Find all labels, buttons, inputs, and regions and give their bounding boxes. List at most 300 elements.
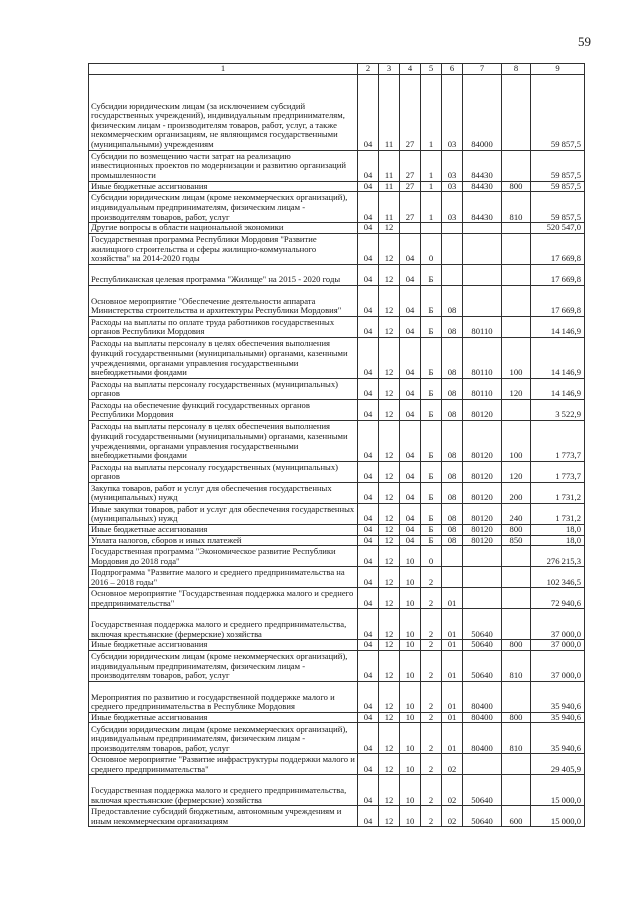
cell-expense-type: 200	[502, 482, 531, 503]
cell-measure: 08	[442, 420, 463, 461]
cell-section: 04	[358, 378, 379, 399]
cell-amount: 59 857,5	[531, 181, 585, 192]
table-row	[89, 567, 585, 588]
cell-amount: 72 940,6	[531, 588, 585, 609]
cell-subsection: 12	[379, 223, 400, 234]
cell-section: 04	[358, 192, 379, 223]
cell-program: 10	[400, 775, 421, 806]
table-row	[89, 640, 585, 651]
cell-subsection: 12	[379, 754, 400, 775]
row-description: Субсидии юридическим лицам (кроме некоммерческих организаций), индивидуальным предпринимателям, физическим лицам - производителям товаров, работ, услуг	[89, 723, 358, 754]
cell-section: 04	[358, 223, 379, 234]
cell-subprogram: 2	[421, 650, 442, 681]
cell-amount: 18,0	[531, 535, 585, 546]
cell-section: 04	[358, 567, 379, 588]
cell-measure: 02	[442, 775, 463, 806]
cell-amount: 59 857,5	[531, 192, 585, 223]
cell-amount: 14 146,9	[531, 378, 585, 399]
table-row	[89, 233, 585, 264]
row-description: Иные бюджетные ассигнования	[89, 181, 358, 192]
cell-amount: 37 000,0	[531, 650, 585, 681]
cell-program: 27	[400, 181, 421, 192]
row-description: Уплата налогов, сборов и иных платежей	[89, 535, 358, 546]
cell-expense-type: 850	[502, 535, 531, 546]
cell-expense-type: 810	[502, 192, 531, 223]
cell-amount: 1 773,7	[531, 461, 585, 482]
cell-expense-type: 120	[502, 378, 531, 399]
row-description: Государственная поддержка малого и среднего предпринимательства, включая крестьянские (фермерские) хозяйства	[89, 775, 358, 806]
cell-subsection: 12	[379, 461, 400, 482]
cell-section: 04	[358, 150, 379, 181]
cell-direction	[463, 233, 502, 264]
row-description: Субсидии юридическим лицам (кроме некоммерческих организаций), индивидуальным предпринимателям, физическим лицам - производителям товаров, работ, услуг	[89, 192, 358, 223]
cell-subprogram: 0	[421, 546, 442, 567]
table-row	[89, 420, 585, 461]
cell-direction: 80110	[463, 316, 502, 337]
row-description: Республиканская целевая программа "Жилище" на 2015 - 2020 годы	[89, 264, 358, 285]
cell-direction: 80120	[463, 482, 502, 503]
cell-subprogram: 1	[421, 74, 442, 150]
table-row	[89, 609, 585, 640]
cell-subprogram: Б	[421, 420, 442, 461]
cell-measure: 03	[442, 74, 463, 150]
row-description: Иные бюджетные ассигнования	[89, 524, 358, 535]
cell-program: 10	[400, 609, 421, 640]
cell-program: 04	[400, 378, 421, 399]
cell-expense-type	[502, 567, 531, 588]
table-row	[89, 806, 585, 827]
cell-amount: 35 940,6	[531, 723, 585, 754]
cell-program: 10	[400, 806, 421, 827]
row-description: Расходы на выплаты персоналу государственных (муниципальных) органов	[89, 378, 358, 399]
cell-subsection: 12	[379, 609, 400, 640]
cell-amount: 15 000,0	[531, 775, 585, 806]
cell-direction	[463, 754, 502, 775]
cell-measure: 01	[442, 723, 463, 754]
cell-program: 27	[400, 74, 421, 150]
cell-section: 04	[358, 588, 379, 609]
cell-direction	[463, 223, 502, 234]
cell-measure: 08	[442, 503, 463, 524]
cell-measure: 01	[442, 681, 463, 712]
cell-program: 10	[400, 754, 421, 775]
table-row	[89, 503, 585, 524]
cell-section: 04	[358, 609, 379, 640]
cell-expense-type	[502, 264, 531, 285]
cell-subprogram: 2	[421, 723, 442, 754]
cell-subprogram	[421, 223, 442, 234]
table-row	[89, 264, 585, 285]
row-description: Расходы на выплаты персоналу государственных (муниципальных) органов	[89, 461, 358, 482]
cell-amount: 1 731,2	[531, 482, 585, 503]
cell-amount: 35 940,6	[531, 712, 585, 723]
cell-program: 04	[400, 535, 421, 546]
cell-expense-type	[502, 316, 531, 337]
cell-measure: 08	[442, 482, 463, 503]
column-number: 2	[358, 64, 379, 75]
table-row	[89, 378, 585, 399]
cell-subsection: 12	[379, 524, 400, 535]
column-number: 9	[531, 64, 585, 75]
cell-program: 10	[400, 546, 421, 567]
cell-program: 04	[400, 399, 421, 420]
cell-program: 04	[400, 503, 421, 524]
cell-section: 04	[358, 754, 379, 775]
cell-subsection: 12	[379, 640, 400, 651]
cell-amount: 37 000,0	[531, 609, 585, 640]
cell-subsection: 12	[379, 806, 400, 827]
column-number: 1	[89, 64, 358, 75]
cell-program: 27	[400, 150, 421, 181]
cell-subprogram: Б	[421, 524, 442, 535]
cell-section: 04	[358, 399, 379, 420]
row-description: Иные закупки товаров, работ и услуг для обеспечения государственных (муниципальных) нужд	[89, 503, 358, 524]
cell-expense-type: 240	[502, 503, 531, 524]
cell-direction: 80120	[463, 524, 502, 535]
cell-measure: 08	[442, 285, 463, 316]
row-description: Расходы на выплаты персоналу в целях обеспечения выполнения функций государственными (муниципальными) органами, казенными учреждениями, органами управления государственными внебюджетными фондами	[89, 420, 358, 461]
row-description: Другие вопросы в области национальной экономики	[89, 223, 358, 234]
row-description: Расходы на выплаты персоналу в целях обеспечения выполнения функций государственными (муниципальными) органами, казенными учреждениями, органами управления государственными внебюджетными фондами	[89, 337, 358, 378]
cell-amount: 102 346,5	[531, 567, 585, 588]
cell-program: 04	[400, 420, 421, 461]
cell-subsection: 11	[379, 74, 400, 150]
cell-subprogram: 2	[421, 806, 442, 827]
cell-expense-type	[502, 681, 531, 712]
column-number: 8	[502, 64, 531, 75]
cell-subprogram: Б	[421, 399, 442, 420]
cell-subprogram: Б	[421, 264, 442, 285]
table-row	[89, 524, 585, 535]
cell-amount: 17 669,8	[531, 285, 585, 316]
cell-subprogram: 1	[421, 192, 442, 223]
table-row	[89, 546, 585, 567]
cell-subprogram: 2	[421, 588, 442, 609]
cell-expense-type	[502, 233, 531, 264]
cell-expense-type: 800	[502, 640, 531, 651]
cell-subsection: 12	[379, 264, 400, 285]
row-description: Расходы на выплаты по оплате труда работников государственных органов Республики Мордовия	[89, 316, 358, 337]
cell-subsection: 12	[379, 420, 400, 461]
cell-amount: 17 669,8	[531, 264, 585, 285]
row-description: Расходы на обеспечение функций государственных органов Республики Мордовия	[89, 399, 358, 420]
cell-direction: 80120	[463, 503, 502, 524]
column-number: 5	[421, 64, 442, 75]
row-description: Предоставление субсидий бюджетным, автономным учреждениям и иным некоммерческим организациям	[89, 806, 358, 827]
cell-amount: 15 000,0	[531, 806, 585, 827]
cell-expense-type	[502, 588, 531, 609]
cell-section: 04	[358, 524, 379, 535]
cell-subsection: 12	[379, 233, 400, 264]
table-row	[89, 399, 585, 420]
cell-amount: 17 669,8	[531, 233, 585, 264]
row-description: Закупка товаров, работ и услуг для обеспечения государственных (муниципальных) нужд	[89, 482, 358, 503]
cell-subprogram: 2	[421, 775, 442, 806]
cell-direction: 84000	[463, 74, 502, 150]
cell-expense-type	[502, 285, 531, 316]
cell-subprogram: 2	[421, 754, 442, 775]
cell-subsection: 12	[379, 712, 400, 723]
row-description: Иные бюджетные ассигнования	[89, 640, 358, 651]
cell-program: 10	[400, 712, 421, 723]
cell-subsection: 12	[379, 316, 400, 337]
cell-subprogram: 2	[421, 712, 442, 723]
cell-subsection: 12	[379, 567, 400, 588]
table-row	[89, 535, 585, 546]
cell-section: 04	[358, 285, 379, 316]
cell-program: 10	[400, 567, 421, 588]
cell-section: 04	[358, 640, 379, 651]
row-description: Мероприятия по развитию и государственной поддержке малого и среднего предпринимательства в Республике Мордовия	[89, 681, 358, 712]
cell-subprogram: Б	[421, 535, 442, 546]
cell-measure: 01	[442, 609, 463, 640]
cell-measure: 08	[442, 461, 463, 482]
cell-direction: 50640	[463, 640, 502, 651]
cell-direction: 80400	[463, 681, 502, 712]
cell-measure	[442, 567, 463, 588]
cell-program	[400, 223, 421, 234]
cell-program: 04	[400, 461, 421, 482]
cell-expense-type: 100	[502, 420, 531, 461]
cell-section: 04	[358, 482, 379, 503]
cell-subprogram: Б	[421, 337, 442, 378]
cell-section: 04	[358, 233, 379, 264]
cell-subsection: 12	[379, 378, 400, 399]
cell-subsection: 12	[379, 681, 400, 712]
cell-expense-type: 100	[502, 337, 531, 378]
cell-expense-type	[502, 775, 531, 806]
cell-measure	[442, 264, 463, 285]
cell-subsection: 12	[379, 535, 400, 546]
table-row	[89, 181, 585, 192]
cell-direction: 84430	[463, 192, 502, 223]
cell-measure: 02	[442, 754, 463, 775]
cell-subsection: 12	[379, 650, 400, 681]
cell-amount: 14 146,9	[531, 316, 585, 337]
cell-program: 04	[400, 316, 421, 337]
cell-expense-type: 800	[502, 181, 531, 192]
cell-measure: 03	[442, 192, 463, 223]
table-row	[89, 712, 585, 723]
table-row	[89, 650, 585, 681]
cell-expense-type	[502, 609, 531, 640]
column-number-row	[89, 64, 585, 75]
cell-expense-type	[502, 223, 531, 234]
cell-subprogram: 2	[421, 681, 442, 712]
cell-direction	[463, 567, 502, 588]
row-description: Основное мероприятие "Обеспечение деятельности аппарата Министерства строительства и архитектуры Республики Мордовия"	[89, 285, 358, 316]
cell-measure	[442, 233, 463, 264]
cell-measure	[442, 223, 463, 234]
cell-program: 10	[400, 681, 421, 712]
column-number: 4	[400, 64, 421, 75]
cell-direction	[463, 285, 502, 316]
cell-direction: 80110	[463, 378, 502, 399]
cell-section: 04	[358, 806, 379, 827]
cell-program: 10	[400, 723, 421, 754]
cell-section: 04	[358, 535, 379, 546]
cell-section: 04	[358, 337, 379, 378]
cell-measure: 08	[442, 337, 463, 378]
cell-subsection: 12	[379, 482, 400, 503]
row-description: Основное мероприятие "Развитие инфраструктуры поддержки малого и среднего предпринимательства"	[89, 754, 358, 775]
cell-section: 04	[358, 681, 379, 712]
cell-program: 27	[400, 192, 421, 223]
cell-amount: 29 405,9	[531, 754, 585, 775]
cell-amount: 276 215,3	[531, 546, 585, 567]
cell-section: 04	[358, 420, 379, 461]
cell-program: 04	[400, 264, 421, 285]
cell-expense-type	[502, 74, 531, 150]
cell-measure: 01	[442, 650, 463, 681]
cell-expense-type: 800	[502, 712, 531, 723]
column-number: 7	[463, 64, 502, 75]
cell-subsection: 12	[379, 723, 400, 754]
cell-direction: 50640	[463, 806, 502, 827]
row-description: Подпрограмма "Развитие малого и среднего предпринимательства на 2016 – 2018 годы"	[89, 567, 358, 588]
cell-subsection: 11	[379, 192, 400, 223]
cell-program: 04	[400, 482, 421, 503]
table-row	[89, 74, 585, 150]
cell-subsection: 12	[379, 503, 400, 524]
cell-subprogram: 1	[421, 181, 442, 192]
cell-direction: 84430	[463, 150, 502, 181]
cell-direction: 50640	[463, 609, 502, 640]
cell-amount: 1 731,2	[531, 503, 585, 524]
cell-program: 04	[400, 524, 421, 535]
cell-section: 04	[358, 503, 379, 524]
cell-measure: 01	[442, 640, 463, 651]
cell-program: 10	[400, 640, 421, 651]
cell-program: 10	[400, 650, 421, 681]
cell-subprogram: Б	[421, 378, 442, 399]
table-row	[89, 461, 585, 482]
page-number: 59	[578, 34, 591, 49]
row-description: Государственная программа Республики Мордовия "Развитие жилищного строительства и сферы жилищно-коммунального хозяйства" на 2014-2020 годы	[89, 233, 358, 264]
cell-expense-type	[502, 546, 531, 567]
cell-direction: 80400	[463, 723, 502, 754]
cell-direction	[463, 546, 502, 567]
cell-subprogram: 1	[421, 150, 442, 181]
cell-direction: 80120	[463, 461, 502, 482]
column-number: 3	[379, 64, 400, 75]
cell-subsection: 12	[379, 588, 400, 609]
cell-amount: 59 857,5	[531, 74, 585, 150]
cell-direction: 84430	[463, 181, 502, 192]
cell-subprogram: Б	[421, 285, 442, 316]
cell-direction	[463, 588, 502, 609]
cell-expense-type	[502, 399, 531, 420]
cell-direction: 80400	[463, 712, 502, 723]
cell-direction: 80120	[463, 420, 502, 461]
table-row	[89, 723, 585, 754]
cell-direction: 80120	[463, 399, 502, 420]
cell-direction: 50640	[463, 775, 502, 806]
cell-subsection: 12	[379, 546, 400, 567]
cell-measure: 08	[442, 399, 463, 420]
row-description: Государственная программа "Экономическое развитие Республики Мордовия до 2018 года"	[89, 546, 358, 567]
cell-measure: 08	[442, 524, 463, 535]
cell-amount: 35 940,6	[531, 681, 585, 712]
cell-expense-type: 810	[502, 723, 531, 754]
table-row	[89, 150, 585, 181]
cell-amount: 3 522,9	[531, 399, 585, 420]
table-row	[89, 316, 585, 337]
cell-measure: 03	[442, 150, 463, 181]
cell-program: 04	[400, 337, 421, 378]
table-row	[89, 681, 585, 712]
row-description: Основное мероприятие "Государственная поддержка малого и среднего предпринимательства"	[89, 588, 358, 609]
cell-subsection: 11	[379, 150, 400, 181]
cell-measure: 01	[442, 712, 463, 723]
cell-expense-type: 600	[502, 806, 531, 827]
cell-measure: 01	[442, 588, 463, 609]
cell-expense-type: 800	[502, 524, 531, 535]
cell-expense-type	[502, 754, 531, 775]
cell-subprogram: Б	[421, 316, 442, 337]
cell-subprogram: 0	[421, 233, 442, 264]
cell-section: 04	[358, 712, 379, 723]
table-row	[89, 192, 585, 223]
cell-section: 04	[358, 723, 379, 754]
cell-subprogram: 2	[421, 609, 442, 640]
cell-measure: 02	[442, 806, 463, 827]
cell-amount: 1 773,7	[531, 420, 585, 461]
cell-program: 04	[400, 285, 421, 316]
cell-subsection: 12	[379, 285, 400, 316]
cell-program: 04	[400, 233, 421, 264]
cell-amount: 520 547,0	[531, 223, 585, 234]
table-row	[89, 482, 585, 503]
row-description: Государственная поддержка малого и среднего предпринимательства, включая крестьянские (фермерские) хозяйства	[89, 609, 358, 640]
budget-table	[88, 63, 585, 827]
table-body	[89, 64, 585, 827]
cell-section: 04	[358, 650, 379, 681]
cell-direction	[463, 264, 502, 285]
cell-measure: 08	[442, 535, 463, 546]
table-row	[89, 285, 585, 316]
cell-amount: 59 857,5	[531, 150, 585, 181]
cell-section: 04	[358, 74, 379, 150]
cell-amount: 37 000,0	[531, 640, 585, 651]
cell-measure: 08	[442, 316, 463, 337]
cell-measure: 03	[442, 181, 463, 192]
cell-amount: 18,0	[531, 524, 585, 535]
cell-measure	[442, 546, 463, 567]
cell-subprogram: Б	[421, 503, 442, 524]
cell-section: 04	[358, 546, 379, 567]
cell-subsection: 11	[379, 181, 400, 192]
cell-section: 04	[358, 316, 379, 337]
cell-subprogram: 2	[421, 640, 442, 651]
cell-section: 04	[358, 461, 379, 482]
row-description: Иные бюджетные ассигнования	[89, 712, 358, 723]
cell-measure: 08	[442, 378, 463, 399]
cell-section: 04	[358, 264, 379, 285]
cell-direction: 80120	[463, 535, 502, 546]
cell-section: 04	[358, 775, 379, 806]
cell-subprogram: Б	[421, 482, 442, 503]
cell-amount: 14 146,9	[531, 337, 585, 378]
row-description: Субсидии юридическим лицам (за исключением субсидий государственных учреждений), индивидуальным предпринимателям, физическим лицам - производителям товаров, работ, услуг, а также некоммерческим организациям, не являющимся государственными (муниципальными) учреждениям	[89, 74, 358, 150]
table-row	[89, 337, 585, 378]
cell-expense-type	[502, 150, 531, 181]
row-description: Субсидии юридическим лицам (кроме некоммерческих организаций), индивидуальным предпринимателям, физическим лицам - производителям товаров, работ, услуг	[89, 650, 358, 681]
cell-expense-type: 810	[502, 650, 531, 681]
row-description: Субсидии по возмещению части затрат на реализацию инвестиционных проектов по модернизации и развитию организаций промышленности	[89, 150, 358, 181]
table-row	[89, 775, 585, 806]
cell-direction: 50640	[463, 650, 502, 681]
